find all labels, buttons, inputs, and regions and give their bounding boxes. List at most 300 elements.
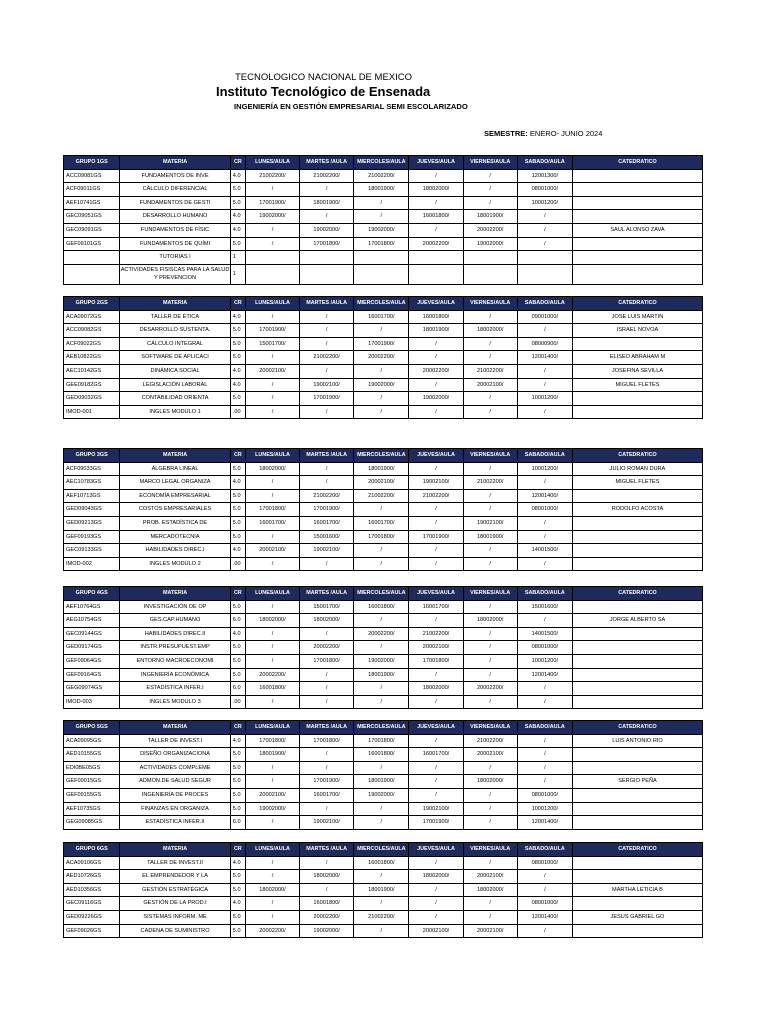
table-cell: 5.0 (230, 462, 245, 476)
table-cell: 21002200/ (300, 169, 354, 183)
table-row (64, 816, 703, 830)
table-cell: / (409, 614, 463, 628)
table-cell: 17001800/ (300, 654, 354, 668)
table-cell: 10001200/ (517, 462, 572, 476)
group-name-header: GRUPO 5GS (64, 721, 120, 735)
table-cell (409, 264, 463, 284)
table-cell: 16001800/ (409, 210, 463, 224)
table-cell: 5.0 (230, 237, 245, 251)
table-row (64, 761, 703, 775)
table-cell: / (300, 761, 354, 775)
table-cell: LEGISLACIÓN LABORAL (120, 378, 230, 392)
table-cell: GEG09085GS (64, 816, 120, 830)
column-header: CATEDRATICO (572, 843, 702, 857)
table-cell: / (245, 476, 299, 490)
table-cell: GEF09064GS (64, 654, 120, 668)
table-cell: / (245, 775, 299, 789)
table-cell: 19002000/ (463, 237, 517, 251)
table-cell: SISTEMAS INFORM. ME (120, 910, 230, 924)
table-cell (354, 264, 409, 284)
table-cell: IMOD-001 (64, 405, 120, 419)
column-header: MIERCOLES/AULA (354, 297, 409, 311)
table-cell (572, 600, 702, 614)
table-cell (572, 788, 702, 802)
table-cell: 15001700/ (300, 600, 354, 614)
table-cell: / (463, 503, 517, 517)
table-cell: 19002000/ (245, 210, 299, 224)
table-cell: / (409, 516, 463, 530)
table-cell: / (517, 761, 572, 775)
table-cell: / (517, 734, 572, 748)
table-cell: INGLES MODULO 2 (120, 557, 230, 571)
table-cell: MERCADOTECNIA (120, 530, 230, 544)
table-cell: / (517, 530, 572, 544)
table-cell: / (354, 641, 409, 655)
table-cell: / (463, 910, 517, 924)
table-cell: / (409, 695, 463, 709)
table-cell: 6.0 (230, 682, 245, 696)
table-cell: / (245, 183, 299, 197)
table-cell: 21002200/ (300, 351, 354, 365)
table-row (64, 544, 703, 558)
table-cell: / (354, 544, 409, 558)
table-cell: / (409, 462, 463, 476)
table-cell: / (517, 378, 572, 392)
table-cell: / (463, 695, 517, 709)
table-cell: GED09226GS (64, 910, 120, 924)
table-cell: / (245, 600, 299, 614)
table-cell (572, 856, 702, 870)
table-cell: / (245, 489, 299, 503)
table-cell (354, 251, 409, 265)
table-cell: / (300, 462, 354, 476)
table-cell: 08000900/ (517, 337, 572, 351)
column-header: CATEDRATICO (572, 721, 702, 735)
table-cell: / (463, 544, 517, 558)
table-row (64, 897, 703, 911)
table-row (64, 600, 703, 614)
table-cell: / (517, 775, 572, 789)
table-cell: / (245, 557, 299, 571)
table-cell: / (409, 378, 463, 392)
table-cell: GEC09091GS (64, 223, 120, 237)
table-row (64, 516, 703, 530)
table-cell: 18001900/ (354, 462, 409, 476)
table-cell: 16001700/ (409, 600, 463, 614)
table-cell (572, 627, 702, 641)
table-cell: ACTIVIDADES FISISCAS PARA LA SALUD Y PREVENCION (120, 264, 230, 284)
table-cell (572, 870, 702, 884)
table-cell: TALLER DE INVEST.I (120, 734, 230, 748)
table-cell: 20002200/ (245, 924, 299, 938)
column-header: JUEVES/AULA (409, 587, 463, 601)
table-cell: / (354, 816, 409, 830)
table-cell: FINANZAS EN ORGANIZA (120, 802, 230, 816)
table-cell: ACC09082GS (64, 324, 120, 338)
column-header: JUEVES/AULA (409, 721, 463, 735)
table-row (64, 627, 703, 641)
table-cell: ECONOMÍA EMPRESARIAL (120, 489, 230, 503)
column-header: JUEVES/AULA (409, 156, 463, 170)
table-cell: / (463, 668, 517, 682)
table-cell: SERGIO PEÑA (572, 775, 702, 789)
table-cell: 21002200/ (300, 489, 354, 503)
table-cell: / (463, 802, 517, 816)
table-cell: / (463, 405, 517, 419)
table-cell: 16001700/ (354, 516, 409, 530)
table-cell: 17001800/ (354, 530, 409, 544)
table-cell: 21002200/ (245, 169, 299, 183)
table-cell: 19002000/ (354, 223, 409, 237)
table-cell: HABILIDADES DIREC.II (120, 627, 230, 641)
table-cell: 5.0 (230, 748, 245, 762)
table-cell (572, 654, 702, 668)
column-header: MIERCOLES/AULA (354, 843, 409, 857)
table-cell: 08001000/ (517, 897, 572, 911)
table-cell: 12001400/ (517, 668, 572, 682)
table-cell: 16001800/ (245, 682, 299, 696)
table-cell: / (517, 237, 572, 251)
column-header: LUNES/AULA (245, 587, 299, 601)
table-cell: 4.0 (230, 627, 245, 641)
table-cell: ACA09095GS (64, 734, 120, 748)
table-cell: AED10155GS (64, 748, 120, 762)
table-cell: 18001900/ (354, 183, 409, 197)
table-cell: JOSE LUIS MARTIN (572, 310, 702, 324)
table-cell: 12001400/ (517, 489, 572, 503)
table-cell: 5.0 (230, 788, 245, 802)
table-cell: GEC09116GS (64, 897, 120, 911)
table-cell: / (409, 351, 463, 365)
table-cell: GEG09074GS (64, 682, 120, 696)
table-cell: / (245, 378, 299, 392)
table-cell: 5.0 (230, 337, 245, 351)
schedule-table-2 (63, 296, 703, 419)
table-cell: 5.0 (230, 870, 245, 884)
table-cell: / (409, 337, 463, 351)
table-cell: / (463, 761, 517, 775)
table-cell: AEF10764GS (64, 600, 120, 614)
table-cell: / (409, 405, 463, 419)
column-header: JUEVES/AULA (409, 297, 463, 311)
table-cell: / (463, 337, 517, 351)
table-cell: 20002200/ (354, 351, 409, 365)
group-name-header: GRUPO 1GS (64, 156, 120, 170)
table-cell: 21002200/ (409, 489, 463, 503)
table-row (64, 324, 703, 338)
table-cell: / (300, 183, 354, 197)
table-cell: / (354, 405, 409, 419)
table-cell: / (245, 627, 299, 641)
table-cell: / (245, 237, 299, 251)
table-cell: / (409, 883, 463, 897)
table-cell: 17001900/ (300, 392, 354, 406)
table-cell: .00 (230, 557, 245, 571)
table-cell: 18001900/ (354, 775, 409, 789)
table-row (64, 310, 703, 324)
table-cell: 18001900/ (463, 530, 517, 544)
table-cell (572, 544, 702, 558)
table-cell (572, 668, 702, 682)
table-cell: / (300, 364, 354, 378)
table-cell: 4.0 (230, 734, 245, 748)
table-cell: AED10356GS (64, 883, 120, 897)
table-cell: 21002200/ (409, 627, 463, 641)
table-cell: ÁLGEBRA LINEAL (120, 462, 230, 476)
table-cell: INGENIERÍA DE PROCES (120, 788, 230, 802)
schedule-table-4 (63, 586, 703, 709)
table-cell: / (300, 337, 354, 351)
column-header: MARTES /AULA (300, 843, 354, 857)
table-cell: AEC10783GS (64, 476, 120, 490)
table-cell: GES.CAP.HUMANO (120, 614, 230, 628)
table-cell: 20002200/ (409, 237, 463, 251)
table-cell: COSTOS EMPRESARIALES (120, 503, 230, 517)
table-cell: 21002200/ (354, 489, 409, 503)
table-cell (572, 337, 702, 351)
table-cell: / (245, 405, 299, 419)
table-row (64, 251, 703, 265)
column-header: JUEVES/AULA (409, 449, 463, 463)
table-cell: HABILIDADES DIREC.I (120, 544, 230, 558)
table-cell: 5.0 (230, 351, 245, 365)
table-cell: 19002100/ (300, 816, 354, 830)
table-row (64, 668, 703, 682)
table-cell: / (463, 600, 517, 614)
table-cell: 17001800/ (409, 654, 463, 668)
table-row (64, 614, 703, 628)
table-cell: / (463, 816, 517, 830)
table-cell: 16001800/ (354, 600, 409, 614)
table-cell: 19002100/ (300, 378, 354, 392)
table-cell: / (409, 788, 463, 802)
table-cell: / (300, 405, 354, 419)
table-row (64, 530, 703, 544)
table-cell: 4.0 (230, 169, 245, 183)
table-cell: FUNDAMENTOS DE FÍSIC (120, 223, 230, 237)
table-cell: 4.0 (230, 476, 245, 490)
table-cell: / (517, 364, 572, 378)
table-cell: 5.0 (230, 489, 245, 503)
table-cell: FUNDAMENTOS DE GESTI (120, 196, 230, 210)
table-row (64, 462, 703, 476)
table-cell: 12001300/ (517, 169, 572, 183)
table-cell: DINÁMICA SOCIAL (120, 364, 230, 378)
column-header: VIERNES/AULA (463, 156, 517, 170)
table-cell: 20002100/ (245, 544, 299, 558)
column-header: MATERIA (120, 587, 230, 601)
table-cell: / (300, 802, 354, 816)
table-cell (572, 695, 702, 709)
table-cell: / (354, 210, 409, 224)
column-header: MIERCOLES/AULA (354, 449, 409, 463)
column-header: LUNES/AULA (245, 297, 299, 311)
table-cell (64, 251, 120, 265)
table-cell (463, 264, 517, 284)
table-cell: 1 (230, 251, 245, 265)
table-cell (245, 264, 299, 284)
table-cell: 5.0 (230, 641, 245, 655)
table-cell: 19002000/ (300, 223, 354, 237)
table-cell: 20002200/ (354, 627, 409, 641)
table-cell: GEC09051GS (64, 210, 120, 224)
table-cell: 18001900/ (409, 324, 463, 338)
table-cell: / (463, 856, 517, 870)
table-row (64, 856, 703, 870)
table-cell: GED09032GS (64, 392, 120, 406)
table-cell: GEF09101GS (64, 237, 120, 251)
table-cell: / (409, 775, 463, 789)
institution-name: TECNOLOGICO NACIONAL DE MEXICO (235, 72, 413, 83)
table-cell: / (245, 761, 299, 775)
column-header: CR (230, 721, 245, 735)
table-cell: / (409, 856, 463, 870)
table-cell: / (354, 503, 409, 517)
table-cell (572, 210, 702, 224)
table-cell: / (354, 614, 409, 628)
table-cell: 08001000/ (517, 503, 572, 517)
table-cell: 20002100/ (245, 788, 299, 802)
table-cell: 17001900/ (354, 337, 409, 351)
table-cell: 5.0 (230, 775, 245, 789)
table-cell (572, 196, 702, 210)
table-cell: ACC09081GS (64, 169, 120, 183)
table-cell: / (354, 924, 409, 938)
table-cell: / (517, 210, 572, 224)
table-cell: / (300, 310, 354, 324)
table-row (64, 870, 703, 884)
table-row (64, 748, 703, 762)
table-cell: / (463, 196, 517, 210)
table-cell: 19002000/ (300, 924, 354, 938)
column-header: CR (230, 449, 245, 463)
table-row (64, 557, 703, 571)
column-header: MIERCOLES/AULA (354, 156, 409, 170)
column-header: CATEDRATICO (572, 449, 702, 463)
table-cell: 08001000/ (517, 788, 572, 802)
table-cell: / (517, 682, 572, 696)
table-cell: 6.0 (230, 816, 245, 830)
column-header: MATERIA (120, 843, 230, 857)
table-cell: / (409, 544, 463, 558)
table-cell: / (517, 695, 572, 709)
column-header: SABADO/AULA (517, 449, 572, 463)
table-cell: / (409, 557, 463, 571)
table-cell: 18002000/ (300, 614, 354, 628)
table-cell: / (517, 223, 572, 237)
table-cell: 20002200/ (409, 364, 463, 378)
table-cell: GEF09193GS (64, 530, 120, 544)
table-cell: / (409, 169, 463, 183)
table-cell: 19002100/ (300, 544, 354, 558)
group-name-header: GRUPO 6GS (64, 843, 120, 857)
table-cell: / (300, 324, 354, 338)
table-cell: 18002000/ (245, 462, 299, 476)
table-cell (572, 392, 702, 406)
column-header: VIERNES/AULA (463, 297, 517, 311)
table-cell: CÁLCULO DIFERENCIAL (120, 183, 230, 197)
table-cell: 4.0 (230, 856, 245, 870)
table-cell: 18002000/ (409, 682, 463, 696)
column-header: MARTES /AULA (300, 587, 354, 601)
schedule-table-6 (63, 842, 703, 938)
table-cell: 17001900/ (300, 503, 354, 517)
schedule-table-5 (63, 720, 703, 830)
table-cell: 5.0 (230, 503, 245, 517)
table-cell: GEF09164GS (64, 668, 120, 682)
table-cell: 17001900/ (245, 196, 299, 210)
column-header: MARTES /AULA (300, 449, 354, 463)
table-row (64, 237, 703, 251)
column-header: LUNES/AULA (245, 843, 299, 857)
table-cell: 5.0 (230, 668, 245, 682)
table-cell: TALLER DE ÉTICA (120, 310, 230, 324)
table-cell: AEF10741GS (64, 196, 120, 210)
table-cell: DISEÑO ORGANIZACIONA (120, 748, 230, 762)
table-cell (300, 251, 354, 265)
group-name-header: GRUPO 4GS (64, 587, 120, 601)
table-cell: INVESTIGACIÓN DE OP (120, 600, 230, 614)
table-cell: 4.0 (230, 897, 245, 911)
table-cell: 17001900/ (409, 530, 463, 544)
table-cell: INGLES MODULO 3 (120, 695, 230, 709)
column-header: SABADO/AULA (517, 721, 572, 735)
table-cell: MIGUEL FLETES (572, 476, 702, 490)
table-cell: / (463, 788, 517, 802)
table-cell: 16001700/ (300, 788, 354, 802)
table-cell: JOSEFINA SEVILLA (572, 364, 702, 378)
table-cell: / (245, 223, 299, 237)
table-cell: INGLES MODULO 1 (120, 405, 230, 419)
table-cell: / (354, 557, 409, 571)
table-cell: / (354, 364, 409, 378)
table-cell: 5.0 (230, 324, 245, 338)
table-cell: / (463, 462, 517, 476)
table-cell (572, 237, 702, 251)
table-cell: 18001900/ (354, 668, 409, 682)
table-cell: / (517, 883, 572, 897)
table-cell: GEE09182GS (64, 378, 120, 392)
column-header: LUNES/AULA (245, 721, 299, 735)
table-cell: 08001000/ (517, 641, 572, 655)
table-cell: JORGE ALBERTO SA (572, 614, 702, 628)
column-header: MARTES /AULA (300, 721, 354, 735)
table-cell: / (245, 641, 299, 655)
table-row (64, 378, 703, 392)
table-cell: 10001200/ (517, 392, 572, 406)
table-cell: 15001600/ (517, 600, 572, 614)
table-cell: AEG10754GS (64, 614, 120, 628)
table-row (64, 654, 703, 668)
table-cell: / (463, 897, 517, 911)
table-cell (572, 748, 702, 762)
column-header: MATERIA (120, 156, 230, 170)
table-cell: AED10726GS (64, 870, 120, 884)
table-cell: 08001000/ (517, 856, 572, 870)
table-cell: 5.0 (230, 883, 245, 897)
table-cell: 17001800/ (354, 237, 409, 251)
table-cell: / (409, 734, 463, 748)
table-cell: / (354, 802, 409, 816)
table-cell: / (354, 324, 409, 338)
table-cell: 19002000/ (354, 378, 409, 392)
table-row (64, 503, 703, 517)
table-cell: MARTHA LETICIA B (572, 883, 702, 897)
table-cell: / (300, 748, 354, 762)
table-cell: 17001900/ (409, 816, 463, 830)
table-cell: 5.0 (230, 196, 245, 210)
table-cell: 20002200/ (300, 641, 354, 655)
